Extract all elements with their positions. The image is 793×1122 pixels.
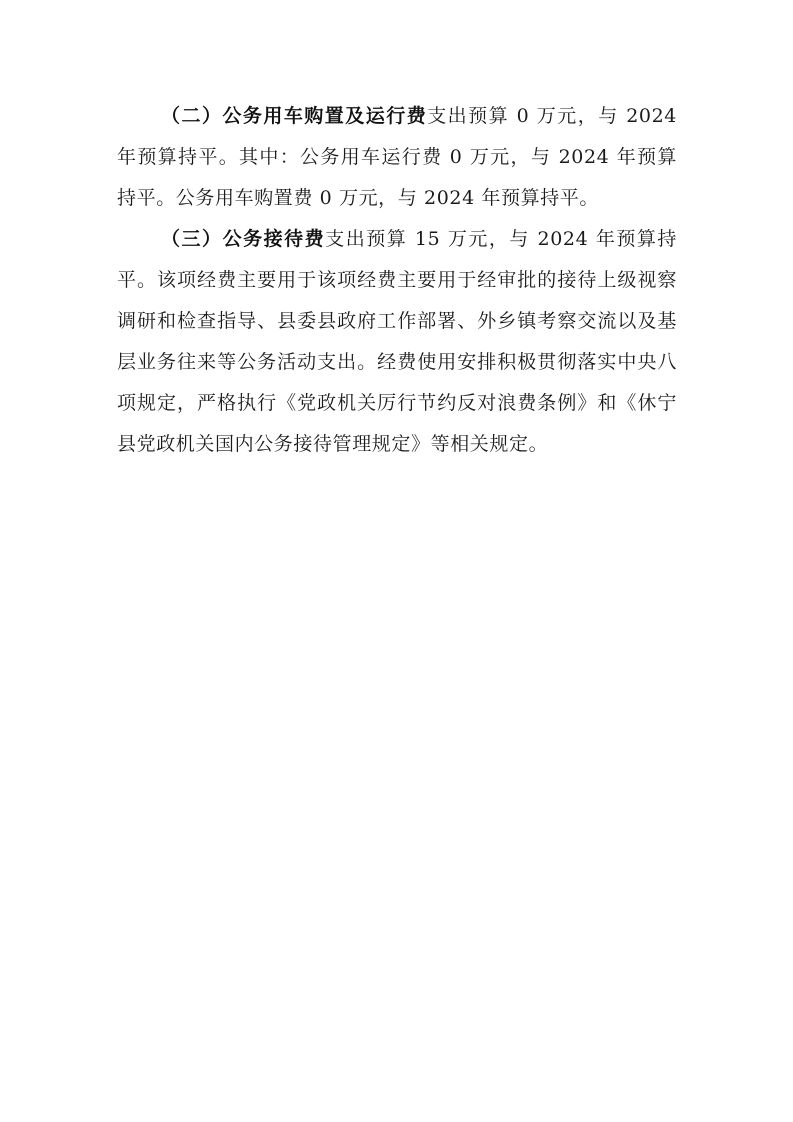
paragraph-text-vehicle-expenses: 支出预算 0 万元，与 2024 年预算持平。其中：公务用车运行费 0 万元，与 2024 年预算持平。公务用车购置费 0 万元，与 2024 年预算持平。 [117, 105, 677, 209]
paragraph-reception-expenses [117, 219, 677, 465]
paragraph-vehicle-expenses [117, 96, 677, 219]
section-heading-vehicle-expenses: （二）公务用车购置及运行费 [161, 105, 428, 127]
section-heading-reception-expenses: （三）公务接待费 [161, 228, 326, 250]
paragraph-text-reception-expenses: 支出预算 15 万元，与 2024 年预算持平。该项经费主要用于该项经费主要用于经审批的接待上级视察调研和检查指导、县委县政府工作部署、外乡镇考察交流以及基层业务往来等公务活动支出。经费使用安排积极贯彻落实中央八项规定，严格执行《党政机关厉行节约反对浪费条例》和《休宁县党政机关国内公务接待管理规定》等相关规定。 [117, 228, 677, 455]
document-body [117, 96, 677, 465]
